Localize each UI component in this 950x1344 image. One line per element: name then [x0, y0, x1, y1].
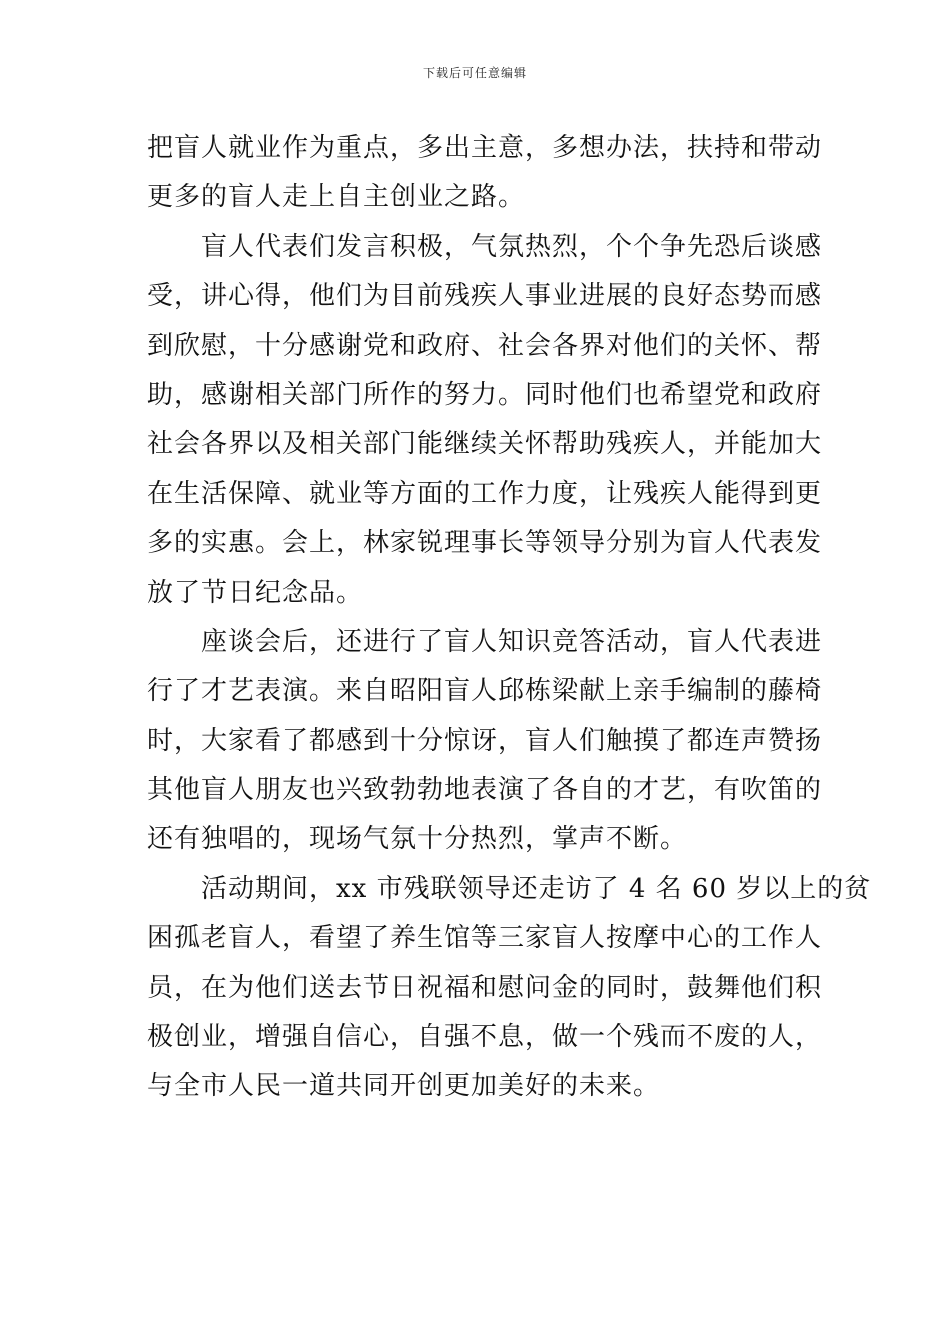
paragraph-4-line-2: 困孤老盲人，看望了养生馆等三家盲人按摩中心的工作人 — [147, 923, 823, 954]
paragraph-2-line-5: 社会各界以及相关部门能继续关怀帮助残疾人，并能加大 — [147, 429, 823, 460]
paragraph-3-line-4: 其他盲人朋友也兴致勃勃地表演了各自的才艺，有吹笛的 — [147, 775, 823, 806]
paragraph-1-line-1: 把盲人就业作为重点，多出主意，多想办法，扶持和带动 — [147, 133, 823, 163]
paragraph-2-line-2: 受，讲心得，他们为目前残疾人事业进展的良好态势而感 — [147, 281, 823, 312]
paragraph-3-line-1: 座谈会后，还进行了盲人知识竞答活动，盲人代表进 — [201, 626, 823, 657]
paragraph-4-line-1: 活动期间，xx 市残联领导还走访了 4 名 60 岁以上的贫 — [201, 873, 872, 904]
paragraph-2-line-7: 多的实惠。会上，林家锐理事长等领导分别为盲人代表发 — [147, 528, 823, 559]
paragraph-3-line-3: 时，大家看了都感到十分惊讶，盲人们触摸了都连声赞扬 — [147, 725, 823, 756]
document-body — [147, 124, 872, 1112]
paragraph-4-line-4: 极创业，增强自信心，自强不息，做一个残而不废的人， — [147, 1022, 823, 1053]
paragraph-2-line-6: 在生活保障、就业等方面的工作力度，让残疾人能得到更 — [147, 478, 823, 509]
paragraph-4-line-5: 与全市人民一道共同开创更加美好的未来。 — [147, 1071, 661, 1102]
paragraph-2-line-3: 到欣慰，十分感谢党和政府、社会各界对他们的关怀、帮 — [147, 330, 823, 361]
paragraph-1-line-2: 更多的盲人走上自主创业之路。 — [147, 182, 526, 213]
paragraph-4-line-3: 员，在为他们送去节日祝福和慰问金的同时，鼓舞他们积 — [147, 972, 823, 1003]
paragraph-2-line-8: 放了节日纪念品。 — [147, 577, 364, 608]
paragraph-2-line-1: 盲人代表们发言积极，气氛热烈，个个争先恐后谈感 — [201, 231, 823, 262]
paragraph-2-line-4: 助，感谢相关部门所作的努力。同时他们也希望党和政府 — [147, 379, 823, 410]
paragraph-3-line-5: 还有独唱的，现场气氛十分热烈，掌声不断。 — [147, 824, 688, 855]
paragraph-3-line-2: 行了才艺表演。来自昭阳盲人邱栋梁献上亲手编制的藤椅 — [147, 676, 823, 707]
page-header-note: 下载后可任意编辑 — [422, 66, 527, 80]
